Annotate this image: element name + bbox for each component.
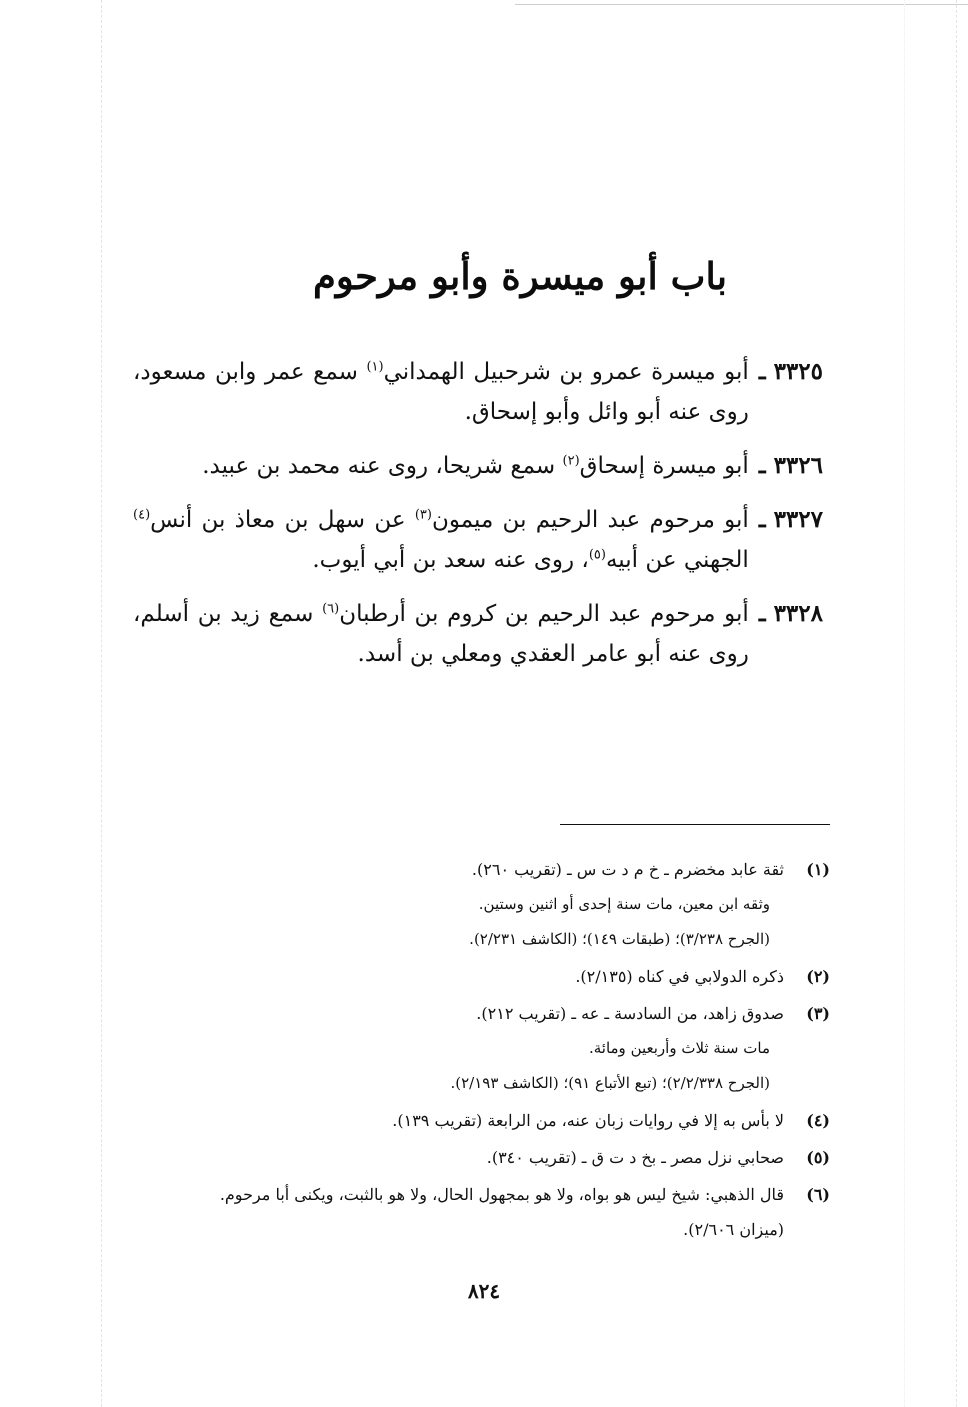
entry-text-part: أبو مرحوم عبد الرحيم بن كروم بن أرطبان <box>339 601 749 627</box>
footnote-line: (ميزان ٢/٦٠٦). <box>683 1220 784 1239</box>
footnote-body <box>130 959 784 994</box>
footnote-ref: (٤) <box>133 507 151 523</box>
footnote-body <box>130 1103 784 1138</box>
scan-artifact-right <box>956 0 957 1407</box>
footnote-ref: (٣) <box>414 507 432 523</box>
footnote-line: صدوق زاهد، من السادسة ـ عه ـ (تقريب ٢١٢). <box>476 1004 784 1023</box>
chapter-title: باب أبو ميسرة وأبو مرحوم <box>312 254 728 298</box>
footnote-1 <box>130 852 830 957</box>
footnote-line: قال الذهبي: شيخ ليس هو بواه، ولا هو بمجهول الحال، ولا هو بالثبت، ويكنى أبا مرحوم. <box>219 1185 784 1204</box>
footnote-line: ثقة عابد مخضرم ـ خ م د ت س ـ (تقريب ٢٦٠). <box>471 860 784 879</box>
footnote-line: صحابي نزل مصر ـ بخ د ت ق ـ (تقريب ٣٤٠). <box>486 1148 784 1167</box>
entry-3327 <box>133 500 823 580</box>
entry-text-part: ، روى عنه سعد بن أبي أيوب. <box>312 547 589 573</box>
entry-text-part: عن سهل بن معاذ بن أنس <box>150 507 415 533</box>
entry-text <box>133 446 749 486</box>
footnote-5 <box>130 1140 830 1175</box>
scan-artifact-right-inner <box>904 0 905 1407</box>
page-number: ٨٢٤ <box>467 1279 501 1303</box>
footnote-number: (٣) <box>806 1004 830 1023</box>
footnote-line: (الجرح ٢/٢/٣٣٨)؛ (تبع الأتباع ٩١)؛ (الكاشف ٢/١٩٣). <box>450 1074 770 1092</box>
footnote-6 <box>130 1177 830 1247</box>
footnote-ref: (٢) <box>562 453 580 469</box>
footnote-ref: (٦) <box>322 601 340 617</box>
entry-text-part: سمع زيد بن أسلم، روى عنه أبو عامر العقدي ومعلي بن أسد. <box>133 601 749 667</box>
entry-text-part: أبو ميسرة إسحاق <box>579 453 749 479</box>
entry-text <box>133 352 749 432</box>
entry-number: ٣٣٢٦ ـ <box>758 452 823 479</box>
footnote-line: لا بأس به إلا في روايات زبان عنه، من الرابعة (تقريب ١٣٩). <box>392 1111 784 1130</box>
footnote-number: (٢) <box>806 967 830 986</box>
footnote-line: مات سنة ثلاث وأربعين ومائة. <box>588 1039 770 1057</box>
entry-text <box>133 500 749 580</box>
entry-text-part: سمع شريحا، روى عنه محمد بن عبيد. <box>202 453 563 479</box>
footnote-2 <box>130 959 830 994</box>
entry-text-part: سمع عمر وابن مسعود، روى عنه أبو وائل وأبو إسحاق. <box>133 359 749 425</box>
footnote-3 <box>130 996 830 1101</box>
footnote-ref: (٥) <box>588 547 606 563</box>
entries-list <box>133 352 823 688</box>
footnote-ref: (١) <box>366 359 384 375</box>
footnote-number: (١) <box>806 860 830 879</box>
entry-number: ٣٣٢٧ ـ <box>758 506 823 533</box>
entry-text <box>133 594 749 674</box>
footnote-body <box>130 1177 784 1247</box>
footnote-line: وثقه ابن معين، مات سنة إحدى أو اثنين وستين. <box>478 895 770 913</box>
footnote-line: (الجرح ٣/٢٣٨)؛ (طبقات ١٤٩)؛ (الكاشف ٢/٢٣١). <box>469 930 770 948</box>
footnote-number: (٦) <box>806 1185 830 1204</box>
footnote-number: (٥) <box>806 1148 830 1167</box>
footnote-line: ذكره الدولابي في كناه (٢/١٣٥). <box>575 967 784 986</box>
footnote-separator <box>560 824 830 825</box>
footnote-number: (٤) <box>806 1111 830 1130</box>
footnote-4 <box>130 1103 830 1138</box>
footnote-body <box>130 1140 784 1175</box>
entry-number: ٣٣٢٥ ـ <box>758 358 823 385</box>
footnotes-list <box>130 852 830 1249</box>
entry-number: ٣٣٢٨ ـ <box>758 600 823 627</box>
entry-3328 <box>133 594 823 674</box>
entry-3326 <box>133 446 823 486</box>
scan-edge-line <box>515 4 968 5</box>
scan-artifact-left <box>101 0 102 1407</box>
entry-text-part: أبو مرحوم عبد الرحيم بن ميمون <box>431 507 749 533</box>
footnote-body <box>130 996 784 1101</box>
entry-3325 <box>133 352 823 432</box>
entry-text-part: الجهني عن أبيه <box>605 547 749 573</box>
entry-text-part: أبو ميسرة عمرو بن شرحبيل الهمداني <box>383 359 749 385</box>
footnote-body <box>130 852 784 957</box>
